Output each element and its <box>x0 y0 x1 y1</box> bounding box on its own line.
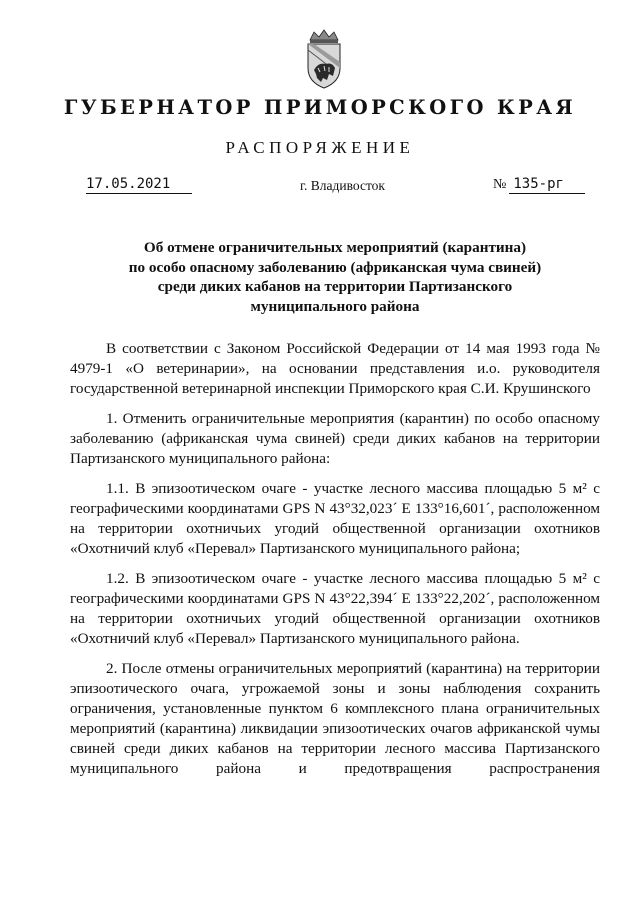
document-city: г. Владивосток <box>300 178 385 193</box>
document-number <box>493 176 585 194</box>
title-line: Об отмене ограничительных мероприятий (карантина) <box>143 239 527 256</box>
document-type: РАСПОРЯЖЕНИЕ <box>225 138 415 157</box>
item-2-paragraph: 2. После отмены ограничительных мероприятий (карантина) на территории эпизоотического очага, угрожаемой зоны и зоны наблюдения сохранить ограничения, установленные пунктом 6 комплексного плана ограничительных мероприятий (карантина) ликвидации эпизоотических очагов африканской чумы свиней среди диких кабанов на территории лесного массива Партизанского муниципального района и предотвращения распространения <box>70 660 600 777</box>
number-value: 135-рг <box>509 176 585 194</box>
issuing-authority: ГУБЕРНАТОР ПРИМОРСКОГО КРАЯ <box>63 96 577 119</box>
coat-of-arms-icon <box>302 28 346 90</box>
item-1-1-paragraph: 1.1. В эпизоотическом очаге - участке лесного массива площадью 5 м² с географическими координатами GPS N 43°32,023´ E 133°16,601´, расположенном на территории охотничьих угодий общественной организации охотников «Охотничий клуб «Перевал» Партизанского муниципального района; <box>70 480 600 557</box>
item-1-2-paragraph: 1.2. В эпизоотическом очаге - участке лесного массива площадью 5 м² с географическими координатами GPS N 43°22,394´ E 133°22,202´, расположенном на территории охотничьих угодий общественной организации охотников «Охотничий клуб «Перевал» Партизанского муниципального района. <box>70 570 600 647</box>
document-body <box>70 339 600 779</box>
document-title <box>70 238 600 316</box>
item-1-paragraph: 1. Отменить ограничительные мероприятия (карантин) по особо опасному заболеванию (африканская чума свиней) среди диких кабанов на территории Партизанского муниципального района: <box>70 410 600 467</box>
title-line: по особо опасному заболеванию (африканская чума свиней) <box>128 258 542 276</box>
number-label: № <box>493 177 507 192</box>
preamble-paragraph: В соответствии с Законом Российской Федерации от 14 мая 1993 года № 4979-1 «О ветеринарии», на основании представления и.о. руководителя государственной ветеринарной инспекции Приморского края С.И. Крушинского <box>70 340 600 397</box>
title-line: муниципального района <box>250 297 420 315</box>
title-line: среди диких кабанов на территории Партизанского <box>157 278 513 295</box>
document-date: 17.05.2021 <box>86 176 192 194</box>
